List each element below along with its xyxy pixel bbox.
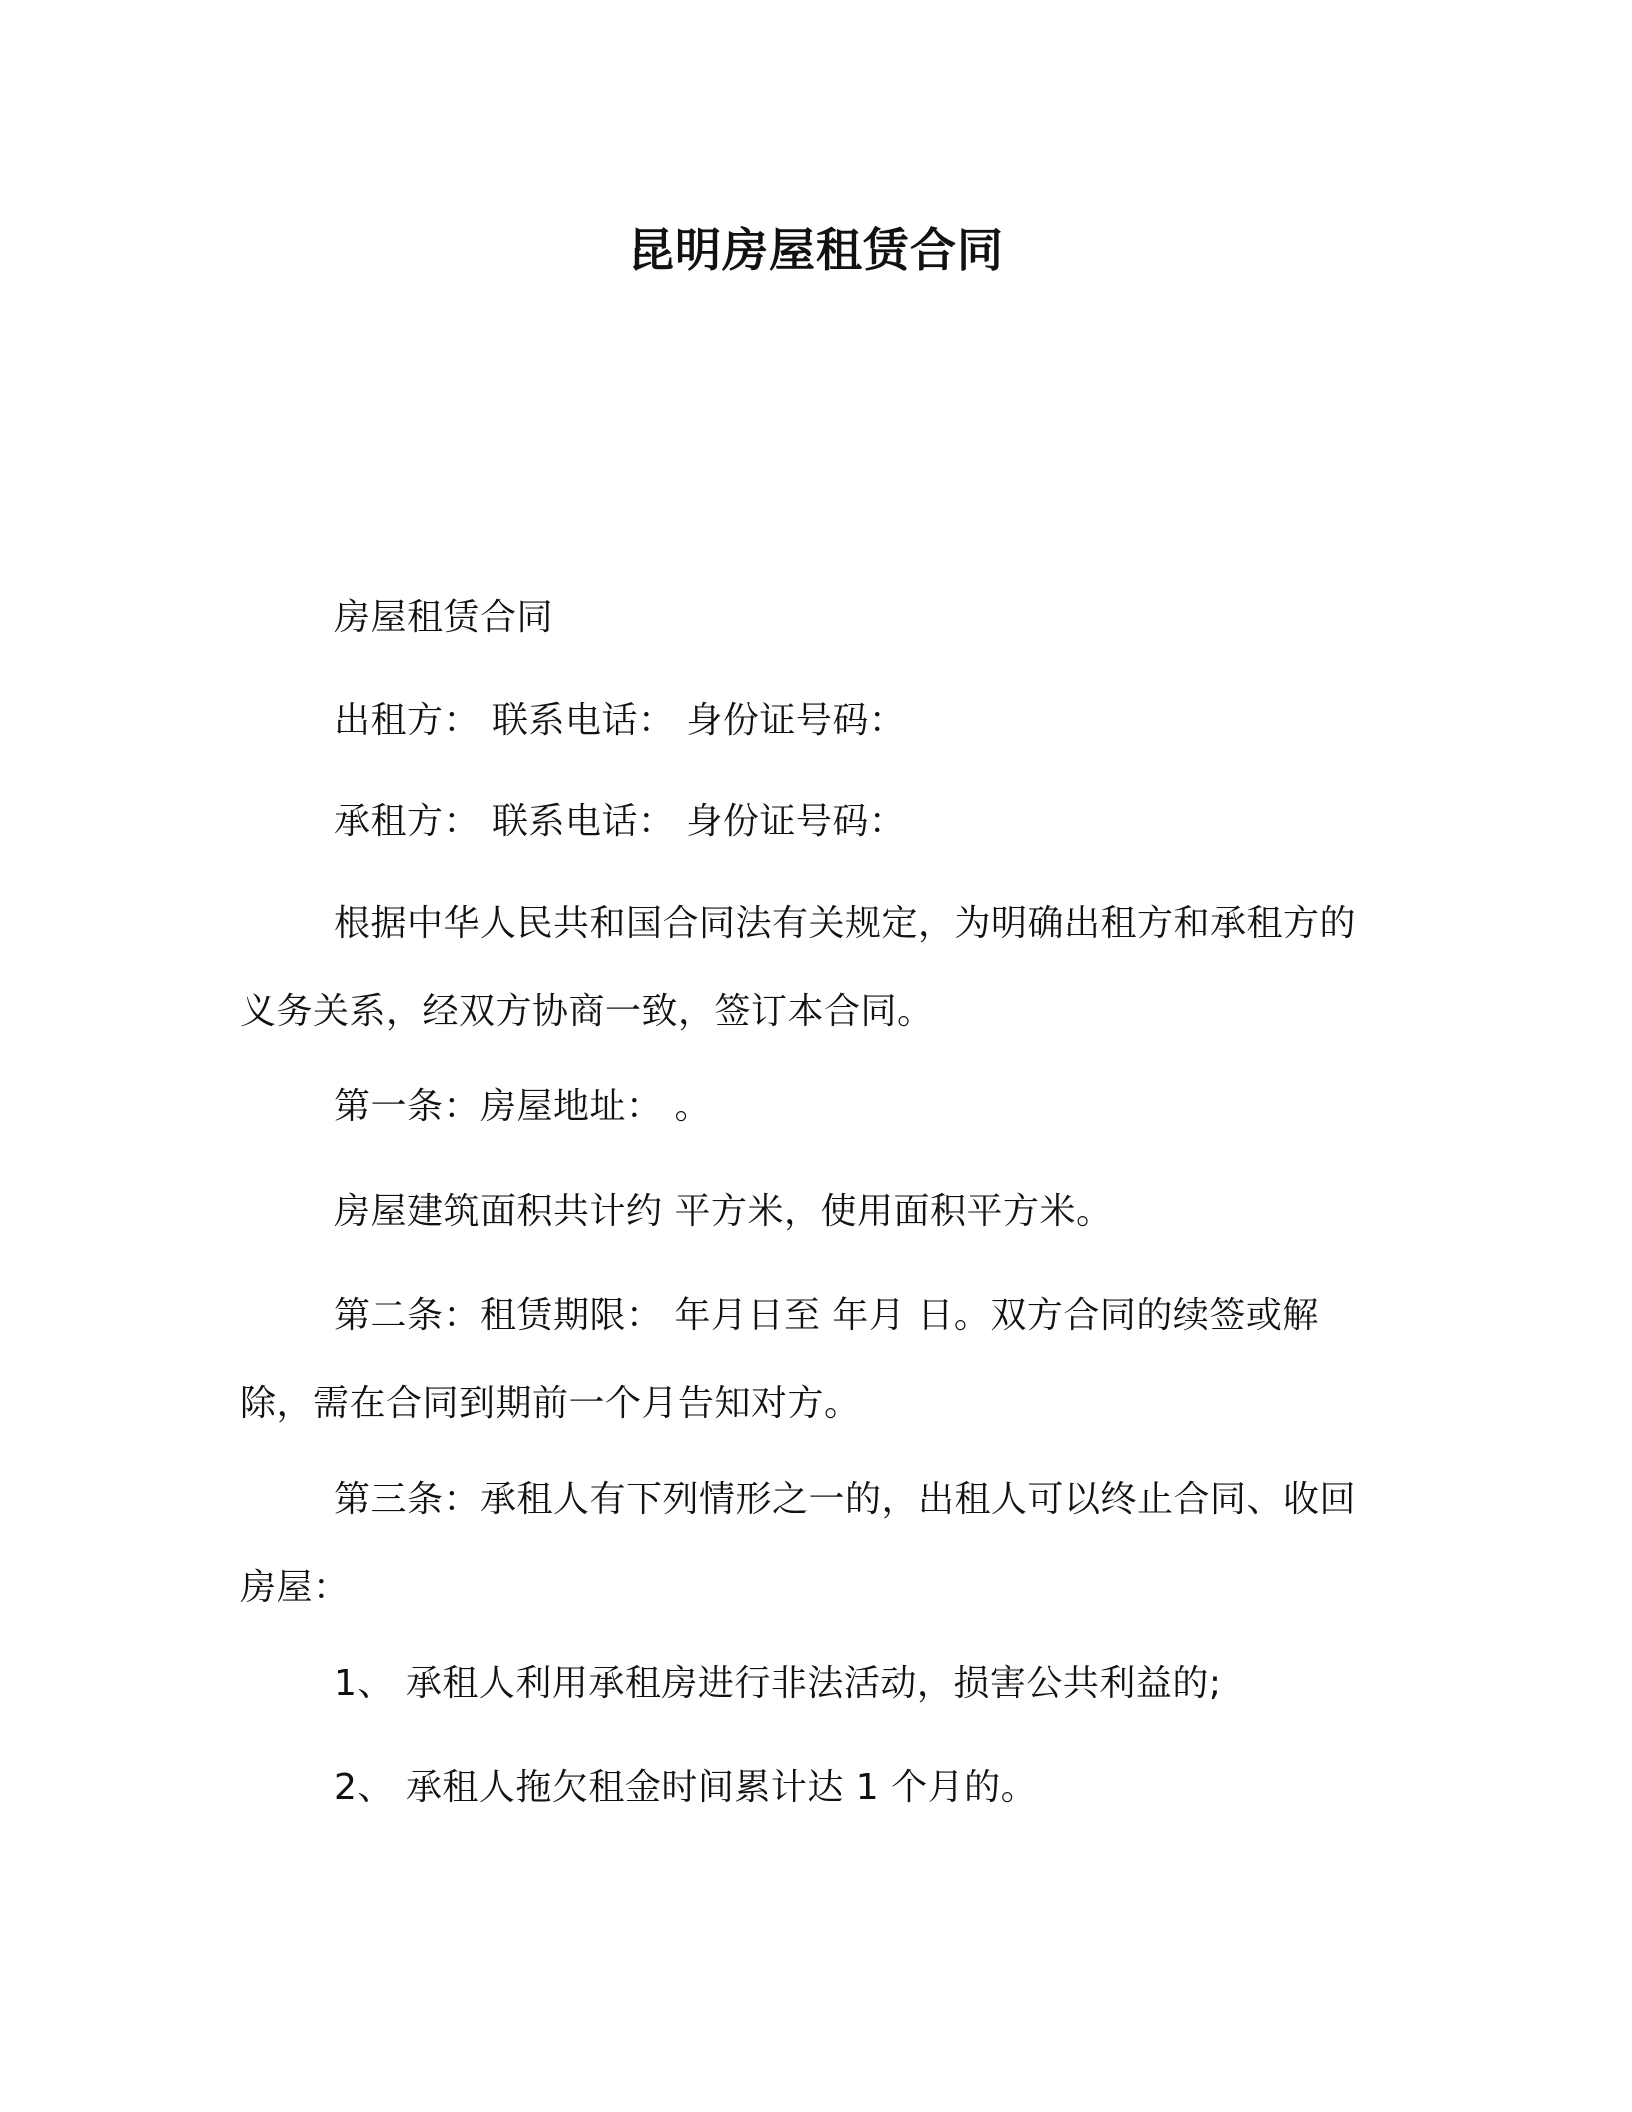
list-item-2: 2、 承租人拖欠租金时间累计达 1 个月的。 [334,1767,1038,1808]
paragraph-article-2: 第二条：租赁期限： 年月日至 年月 日。双方合同的续签或解除，需在合同到期前一个月告知对方。 [240,1295,1319,1424]
paragraph-lessor-info: 出租方： 联系电话： 身份证号码： [334,700,906,741]
document-title: 昆明房屋租赁合同 [628,223,1004,277]
paragraph-lessee-info: 承租方： 联系电话： 身份证号码： [334,801,906,842]
paragraph-article-1: 第一条：房屋地址： 。 [334,1086,711,1127]
paragraph-area: 房屋建筑面积共计约 平方米，使用面积平方米。 [334,1191,1113,1232]
paragraph-preamble: 根据中华人民共和国合同法有关规定，为明确出租方和承租方的义务关系，经双方协商一致，签订本合同。 [240,903,1357,1032]
list-item-1: 1、 承租人利用承租房进行非法活动，损害公共利益的; [334,1663,1222,1704]
paragraph-article-3: 第三条：承租人有下列情形之一的，出租人可以终止合同、收回房屋： [240,1479,1357,1608]
paragraph-contract-heading: 房屋租赁合同 [334,597,554,638]
